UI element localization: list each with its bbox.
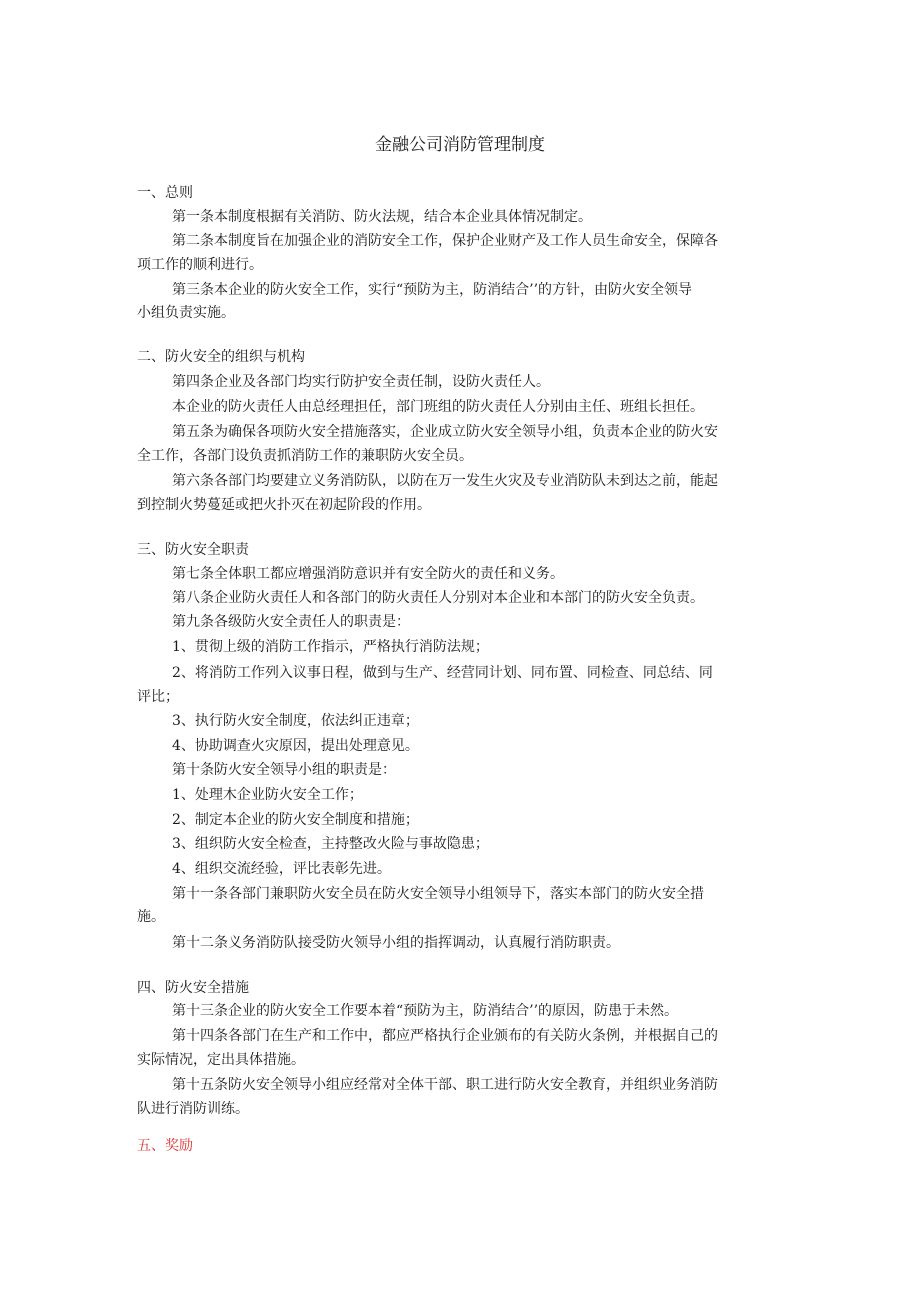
paragraph-line: 第九条各级防火安全责任人的职责是： xyxy=(172,614,410,630)
paragraph-line: 项工作的顺利进行。 xyxy=(137,257,263,273)
paragraph-line: 施。 xyxy=(137,909,165,925)
list-item: 3、执行防火安全制度，依法纠正违章； xyxy=(172,713,419,729)
list-item: 1、贯彻上级的消防工作指示，严格执行消防法规； xyxy=(172,639,489,655)
list-item: 3、组织防火安全检查，主持整改火险与事故隐患； xyxy=(172,836,489,852)
paragraph-line: 第十四条各部门在生产和工作中，都应严格执行企业颁布的有关防火条例，并根据自己的 xyxy=(172,1028,718,1044)
paragraph-line: 第二条本制度旨在加强企业的消防安全工作，保护企业财产及工作人员生命安全，保障各 xyxy=(172,233,718,249)
paragraph-line: 第五条为确保各项防火安全措施落实，企业成立防火安全领导小组，负责本企业的防火安 xyxy=(172,424,718,440)
paragraph-line: 第七条全体职工都应增强消防意识并有安全防火的责任和义务。 xyxy=(172,566,564,582)
paragraph-line: 队进行消防训练。 xyxy=(137,1101,249,1117)
list-item: 2、制定本企业的防火安全制度和措施； xyxy=(172,812,419,828)
section-heading: 二、防火安全的组织与机构 xyxy=(137,349,305,365)
paragraph-line: 第六条各部门均要建立义务消防队，以防在万一发生火灾及专业消防队未到达之前，能起 xyxy=(172,473,718,489)
list-item: 4、协助调查火灾原因，提出处理意见。 xyxy=(172,738,419,754)
section-heading: 一、总则 xyxy=(137,185,193,201)
paragraph-line: 小组负责实施。 xyxy=(137,305,235,321)
list-item: 1、处理木企业防火安全工作； xyxy=(172,787,363,803)
list-item: 4、组织交流经验，评比表彰先进。 xyxy=(172,861,391,877)
paragraph-line: 实际情况，定出具体措施。 xyxy=(137,1052,305,1068)
paragraph-line: 第十一条各部门兼职防火安全员在防火安全领导小组领导下，落实本部门的防火安全措 xyxy=(172,886,704,902)
paragraph-line: 第十五条防火安全领导小组应经常对全体干部、职工进行防火安全教育，并组织业务消防 xyxy=(172,1077,718,1093)
paragraph-line: 本企业的防火责任人由总经理担任，部门班组的防火责任人分别由主任、班组长担任。 xyxy=(172,399,704,415)
paragraph-line: 第八条企业防火责任人和各部门的防火责任人分别对本企业和本部门的防火安全负责。 xyxy=(172,590,704,606)
paragraph-line: 第一条本制度根据有关消防、防火法规，结合本企业具体情况制定。 xyxy=(172,209,592,225)
page-title: 金融公司消防管理制度 xyxy=(375,135,545,155)
paragraph-line: 全工作，各部门设负责抓消防工作的兼职防火安全员。 xyxy=(137,448,473,464)
section-heading: 三、防火安全职责 xyxy=(137,542,249,558)
paragraph-line: 第四条企业及各部门均实行防护安全责任制，设防火责任人。 xyxy=(172,374,550,390)
paragraph-line: 第十条防火安全领导小组的职责是： xyxy=(172,762,396,778)
list-item-continuation: 评比； xyxy=(137,689,179,705)
section-heading: 四、防火安全措施 xyxy=(137,980,249,996)
paragraph-line: 到控制火势蔓延或把火扑灭在初起阶段的作用。 xyxy=(137,497,431,513)
paragraph-line: 第十三条企业的防火安全工作要本着“预防为主，防消结合’’的原因，防患于未然。 xyxy=(172,1003,679,1019)
paragraph-line: 第三条本企业的防火安全工作，实行“预防为主，防消结合’’的方针，由防火安全领导 xyxy=(172,282,693,298)
paragraph-line: 第十二条义务消防队接受防火领导小组的指挥调动，认真履行消防职责。 xyxy=(172,935,620,951)
section-heading-red: 五、奖励 xyxy=(137,1138,193,1154)
list-item: 2、将消防工作列入议事日程，做到与生产、经营同计划、同布置、同检查、同总结、同 xyxy=(172,665,713,681)
